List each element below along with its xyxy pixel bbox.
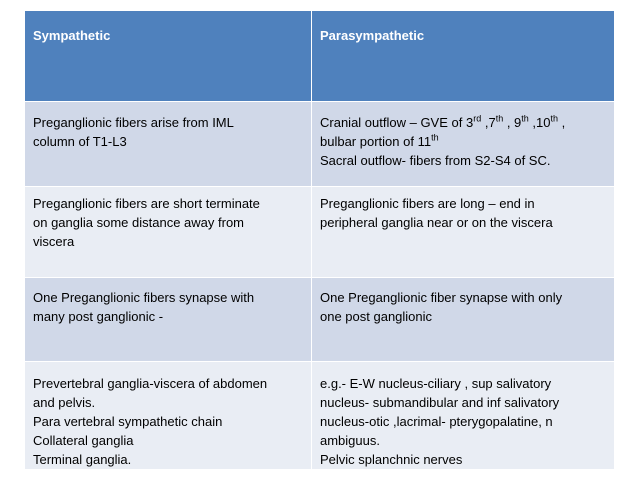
cell-text-line: e.g.- E-W nucleus-ciliary , sup salivatory [320,376,552,391]
cell-text-line: on ganglia some distance away from [33,215,245,230]
cell-text-line: nucleus-otic ,lacrimal- pterygopalatine, n [320,414,553,429]
text-segment: Cranial outflow – GVE of 3 [320,115,474,130]
cell-parasympathetic [312,102,615,187]
cell-text-line: Para vertebral sympathetic chain [33,414,223,429]
ordinal-superscript: th [521,113,529,124]
table-row [25,278,615,362]
header-sympathetic: Sympathetic [25,11,312,102]
text-segment: , [558,115,566,130]
cell-text-line: one post ganglionic [320,309,433,324]
cell-text-line: and pelvis. [33,395,96,410]
cranial-outflow-line [320,113,606,132]
cell-text-line: Preganglionic fibers are short terminate [33,196,260,211]
cell-text-line: column of T1-L3 [33,134,127,149]
cell-text-line: Pelvic splanchnic nerves [320,452,463,467]
text-segment: bulbar portion of 11 [320,134,432,149]
cell-text-line: peripheral ganglia near or on the viscera [320,215,553,230]
table-row [25,362,615,470]
cell-text-line: Collateral ganglia [33,433,134,448]
cell-parasympathetic [312,278,615,362]
cell-text-line: many post ganglionic - [33,309,164,324]
comparison-table [24,10,615,470]
cell-sympathetic [25,102,312,187]
header-parasympathetic: Parasympathetic [312,11,615,102]
cell-text-line: Preganglionic fibers are long – end in [320,196,535,211]
ordinal-superscript: rd [473,113,482,124]
ordinal-superscript: th [495,113,504,124]
cell-text-line: Prevertebral ganglia-viscera of abdomen [33,376,268,391]
cell-text-line: Terminal ganglia. [33,452,132,467]
cell-text-line: One Preganglionic fiber synapse with only [320,290,563,305]
cell-sympathetic [25,187,312,278]
cell-parasympathetic [312,362,615,470]
cell-parasympathetic [312,187,615,278]
text-segment: ,7 [481,115,496,130]
table-row [25,102,615,187]
cell-sympathetic [25,278,312,362]
cell-sympathetic [25,362,312,470]
cell-text-line: nucleus- submandibular and inf salivatory [320,395,560,410]
ordinal-superscript: th [431,132,439,143]
cell-text-line: ambiguus. [320,433,380,448]
sacral-outflow-line: Sacral outflow- fibers from S2-S4 of SC. [320,153,551,168]
header-row [25,11,615,102]
table-row [25,187,615,278]
cell-text-line: Preganglionic fibers arise from IML [33,115,234,130]
bulbar-portion-line [320,132,606,151]
text-segment: ,10 [528,115,551,130]
cell-text-line: One Preganglionic fibers synapse with [33,290,255,305]
cell-text-line: viscera [33,234,75,249]
text-segment: , 9 [503,115,522,130]
ordinal-superscript: th [550,113,558,124]
